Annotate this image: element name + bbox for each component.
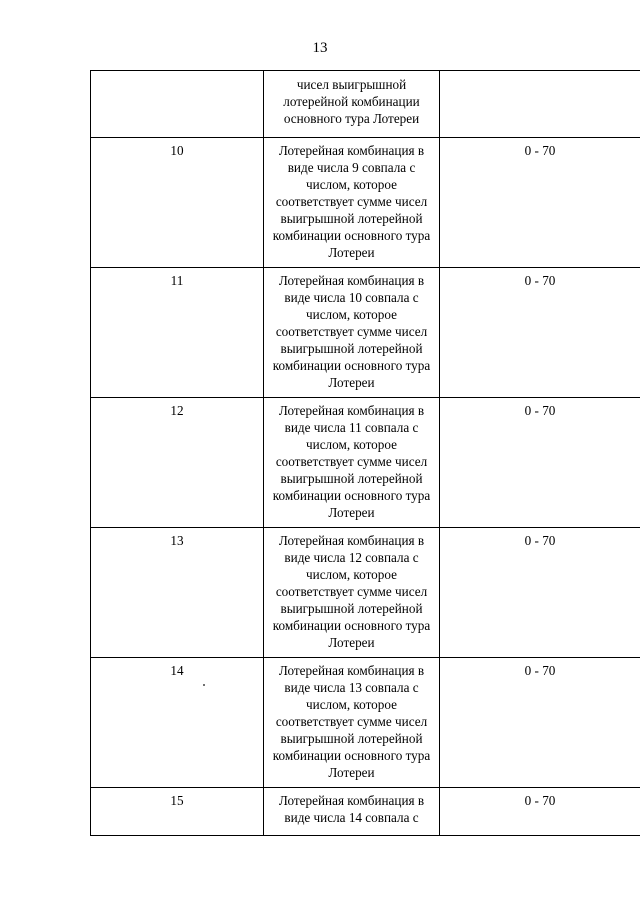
row-number: 14 (170, 663, 184, 678)
table-row (91, 658, 640, 788)
table-cell-range: 0 - 70 (440, 398, 640, 528)
page-number: 13 (312, 40, 328, 56)
table-cell-range: 0 - 70 (440, 528, 640, 658)
table-cell-range (440, 71, 640, 138)
prize-table (90, 70, 640, 836)
table-row (91, 398, 640, 528)
table-row-continuation (91, 71, 640, 138)
table-cell-desc: чисел выигрышной лотерейной комбинации основного тура Лотереи (264, 71, 440, 138)
table-row (91, 788, 640, 836)
table-cell-range: 0 - 70 (440, 268, 640, 398)
table-cell-desc: Лотерейная комбинация в виде числа 11 совпала с числом, которое соответствует сумме чисел выигрышной лотерейной комбинации основного тура Лотереи (264, 398, 440, 528)
table-cell-num: 12 (91, 398, 264, 528)
scan-speck (203, 684, 205, 686)
table-cell-desc: Лотерейная комбинация в виде числа 10 совпала с числом, которое соответствует сумме чисел выигрышной лотерейной комбинации основного тура Лотереи (264, 268, 440, 398)
table-cell-num (91, 658, 264, 788)
table-row (91, 138, 640, 268)
table-cell-desc: Лотерейная комбинация в виде числа 9 совпала с числом, которое соответствует сумме чисел выигрышной лотерейной комбинации основного тура Лотереи (264, 138, 440, 268)
table-cell-desc: Лотерейная комбинация в виде числа 13 совпала с числом, которое соответствует сумме чисел выигрышной лотерейной комбинации основного тура Лотереи (264, 658, 440, 788)
table-row (91, 528, 640, 658)
table-cell-range: 0 - 70 (440, 658, 640, 788)
table-cell-desc: Лотерейная комбинация в виде числа 12 совпала с числом, которое соответствует сумме чисел выигрышной лотерейной комбинации основного тура Лотереи (264, 528, 440, 658)
table-cell-desc: Лотерейная комбинация в виде числа 14 совпала с (264, 788, 440, 836)
table-cell-num: 13 (91, 528, 264, 658)
table-cell-range: 0 - 70 (440, 788, 640, 836)
table-cell-num: 11 (91, 268, 264, 398)
table-cell-num: 15 (91, 788, 264, 836)
table-cell-num: 10 (91, 138, 264, 268)
table-row (91, 268, 640, 398)
table-cell-num (91, 71, 264, 138)
table-cell-range: 0 - 70 (440, 138, 640, 268)
